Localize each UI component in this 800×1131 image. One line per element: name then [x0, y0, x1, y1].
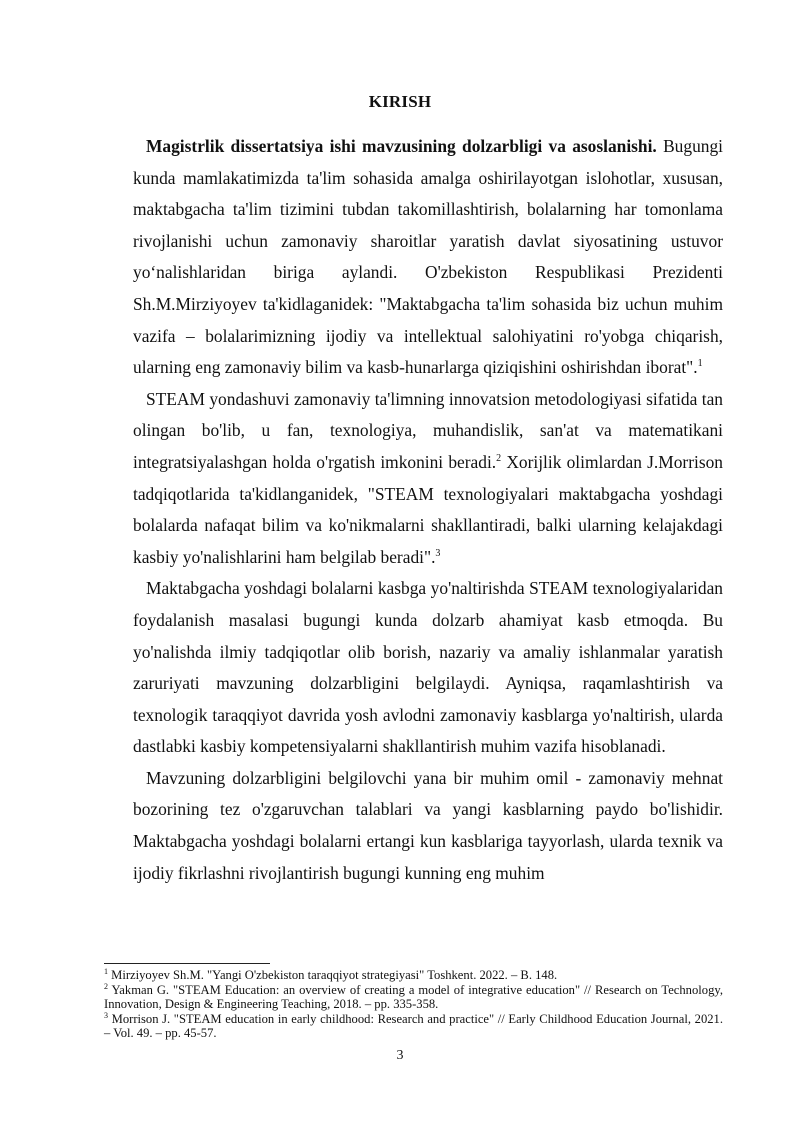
- footnote-number: 1: [104, 966, 108, 976]
- page-number: 3: [396, 1048, 404, 1063]
- footnote-divider: [104, 963, 270, 964]
- page-heading: KIRISH: [368, 92, 432, 111]
- footnote-2: [104, 983, 723, 1012]
- footnote-1: [104, 968, 723, 983]
- footnote-text: Yakman G. "STEAM Education: an overview of creating a model of integrative education" // Research on Technology, Innovation, Design & Engineering Teaching, 2018. – pp. 335-358.: [104, 982, 723, 1012]
- paragraph-lead: Magistrlik dissertatsiya ishi mavzusining dolzarbligi va asoslanishi.: [146, 136, 657, 156]
- footnote-text: Mirziyoyev Sh.M. "Yangi O'zbekiston taraqqiyot strategiyasi" Toshkent. 2022. – B. 148.: [108, 968, 558, 982]
- body-text: [133, 131, 723, 889]
- paragraph-text: Mavzuning dolzarbligini belgilovchi yana bir muhim omil - zamonaviy mehnat bozorining tez o'zgaruvchan talablari va yangi kasblarning paydo bo'lishidir. Maktabgacha yoshdagi bolalarni ertangi kun kasblariga tayyorlash, ularda texnik va ijodiy fikrlashni rivojlantirish bugungi kunning eng muhim: [133, 767, 723, 883]
- footnote-ref-3[interactable]: 3: [435, 547, 441, 559]
- footnote-text: Morrison J. "STEAM education in early childhood: Research and practice" // Early Childhood Education Journal, 2021. – Vol. 49. – pp. 45-57.: [104, 1011, 723, 1041]
- footnote-number: 2: [104, 981, 108, 991]
- footnote-3: [104, 1012, 723, 1041]
- paragraph-text: STEAM yondashuvi zamonaviy ta'limning innovatsion metodologiyasi sifatida tan olingan bo'lib, u fan, texnologiya, muhandislik, san'at va matematikani integratsiyalashgan holda o'rgatish imkonini beradi.: [133, 388, 723, 472]
- footnote-ref-2[interactable]: 2: [496, 453, 502, 465]
- footnote-ref-1[interactable]: 1: [697, 358, 703, 370]
- paragraph-1: [133, 131, 723, 384]
- paragraph-text: Bugungi kunda mamlakatimizda ta'lim sohasida amalga oshirilayotgan islohotlar, xususan, maktabgacha ta'lim tizimini tubdan takomillashtirish, bolalarning har tomonlama rivojlanishi uchun zamonaviy sharoitlar yaratish davlat siyosatining ustuvor yo‘nalishlaridan biriga aylandi. O'zbekiston Respublikasi Prezidenti Sh.M.Mirziyoyev ta'kidlaganidek: "Maktabgacha ta'lim sohasida biz uchun muhim vazifa – bolalarimizning ijodiy va intellektual salohiyatini ro'yobga chiqarish, ularning eng zamonaviy bilim va kasb-hunarlarga qiziqishini oshirishdan iborat".: [133, 136, 723, 378]
- paragraph-text: Maktabgacha yoshdagi bolalarni kasbga yo'naltirishda STEAM texnologiyalaridan foydalanish masalasi bugungi kunda dolzarb ahamiyat kasb etmoqda. Bu yo'nalishda ilmiy tadqiqotlar olib borish, nazariy va amaliy ishlanmalar yaratish zaruriyati mavzuning dolzarbligini belgilaydi. Ayniqsa, raqamlashtirish va texnologik taraqqiyot davrida yosh avlodni zamonaviy kasblarga yo'naltirish, ularda dastlabki kasbiy kompetensiyalarni shakllantirish muhim vazifa hisoblanadi.: [133, 578, 723, 757]
- footnote-number: 3: [104, 1010, 108, 1020]
- paragraph-2: [133, 384, 723, 574]
- paragraph-text: Xorijlik olimlardan J.Morrison tadqiqotlarida ta'kidlanganidek, "STEAM texnologiyalari maktabgacha yoshdagi bolalarda nafaqat bilim va ko'nikmalarni shakllantiradi, balki ularning kelajakdagi kasbiy yo'nalishlarini ham belgilab beradi".: [133, 451, 723, 567]
- paragraph-3: [133, 573, 723, 763]
- footnotes: [104, 968, 723, 1041]
- paragraph-4: [133, 763, 723, 889]
